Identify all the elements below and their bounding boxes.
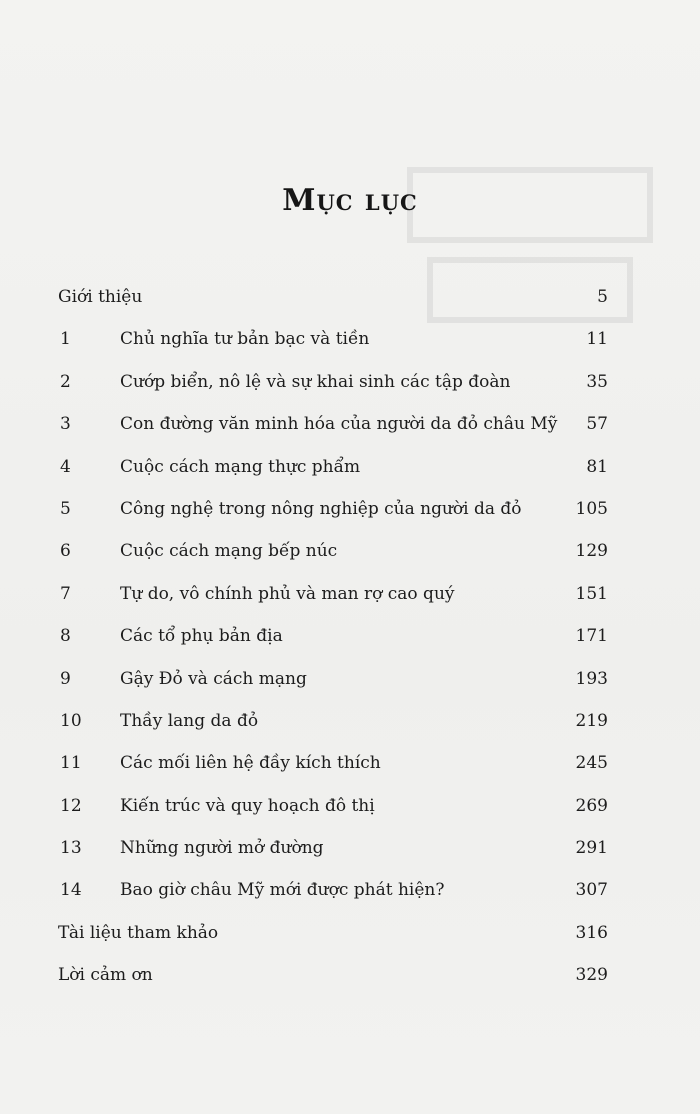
toc-entry[interactable]: [0, 954, 700, 996]
chapter-number: 1: [60, 329, 71, 350]
chapter-number: 12: [60, 795, 82, 816]
toc-entry[interactable]: [0, 615, 700, 657]
chapter-number: 14: [60, 880, 82, 901]
entry-title: Thầy lang da đỏ: [120, 710, 259, 731]
toc-entry[interactable]: [0, 869, 700, 911]
page-number: 291: [575, 838, 608, 859]
chapter-number: 7: [60, 583, 71, 604]
entry-title: Cuộc cách mạng thực phẩm: [120, 456, 361, 477]
entry-title: Lời cảm ơn: [58, 965, 153, 986]
toc-entry[interactable]: [0, 827, 700, 869]
toc-entry[interactable]: [0, 742, 700, 784]
chapter-number: 6: [60, 541, 71, 562]
chapter-number: 3: [60, 414, 71, 435]
page-number: 269: [575, 795, 608, 816]
toc-entry[interactable]: [0, 361, 700, 403]
toc-entry[interactable]: [0, 785, 700, 827]
toc-entry[interactable]: [0, 318, 700, 360]
toc-entry[interactable]: [0, 446, 700, 488]
toc-entry[interactable]: [0, 658, 700, 700]
page-number: 5: [597, 287, 608, 307]
page-number: 245: [575, 753, 608, 774]
toc-entry[interactable]: [0, 700, 700, 742]
entry-title: Giới thiệu: [58, 287, 143, 307]
page-number: 11: [586, 329, 608, 350]
page-number: 171: [575, 626, 608, 647]
page-number: 151: [575, 583, 608, 604]
page-number: 129: [575, 541, 608, 562]
chapter-number: 4: [60, 456, 71, 477]
chapter-number: 10: [60, 710, 82, 731]
entry-title: Con đường văn minh hóa của người da đỏ châu Mỹ: [120, 414, 558, 435]
toc-entry[interactable]: [0, 912, 700, 954]
page-number: 57: [586, 414, 608, 435]
entry-title: Tự do, vô chính phủ và man rợ cao quý: [120, 583, 455, 604]
entry-title: Kiến trúc và quy hoạch đô thị: [120, 795, 375, 816]
entry-title: Tài liệu tham khảo: [58, 922, 219, 943]
chapter-number: 11: [60, 753, 82, 774]
chapter-number: 5: [60, 498, 71, 519]
toc-entry[interactable]: [0, 488, 700, 530]
entry-title: Cuộc cách mạng bếp núc: [120, 541, 338, 562]
page-number: 219: [575, 710, 608, 731]
toc-entry[interactable]: [0, 403, 700, 445]
page-number: 316: [575, 922, 608, 943]
chapter-number: 9: [60, 668, 71, 689]
page-number: 329: [575, 965, 608, 986]
page-number: 81: [586, 456, 608, 477]
chapter-number: 13: [60, 838, 82, 859]
entry-title: Những người mở đường: [120, 838, 324, 859]
toc-entry[interactable]: [0, 530, 700, 572]
entry-title: Bao giờ châu Mỹ mới được phát hiện?: [120, 880, 445, 901]
toc-entry[interactable]: [0, 573, 700, 615]
page-title: Mục lục: [282, 183, 418, 218]
entry-title: Gậy Đỏ và cách mạng: [120, 668, 307, 689]
entry-title: Cướp biển, nô lệ và sự khai sinh các tập đoàn: [120, 371, 511, 392]
chapter-number: 8: [60, 626, 71, 647]
entry-title: Các tổ phụ bản địa: [120, 626, 283, 647]
entry-title: Các mối liên hệ đầy kích thích: [120, 753, 381, 774]
page-number: 307: [575, 880, 608, 901]
page-number: 35: [586, 371, 608, 392]
entry-title: Chủ nghĩa tư bản bạc và tiền: [120, 329, 370, 350]
toc-entry[interactable]: [0, 276, 700, 318]
entry-title: Công nghệ trong nông nghiệp của người da đỏ: [120, 498, 522, 519]
chapter-number: 2: [60, 371, 71, 392]
page-number: 105: [575, 498, 608, 519]
page-number: 193: [575, 668, 608, 689]
table-of-contents: [0, 276, 700, 997]
